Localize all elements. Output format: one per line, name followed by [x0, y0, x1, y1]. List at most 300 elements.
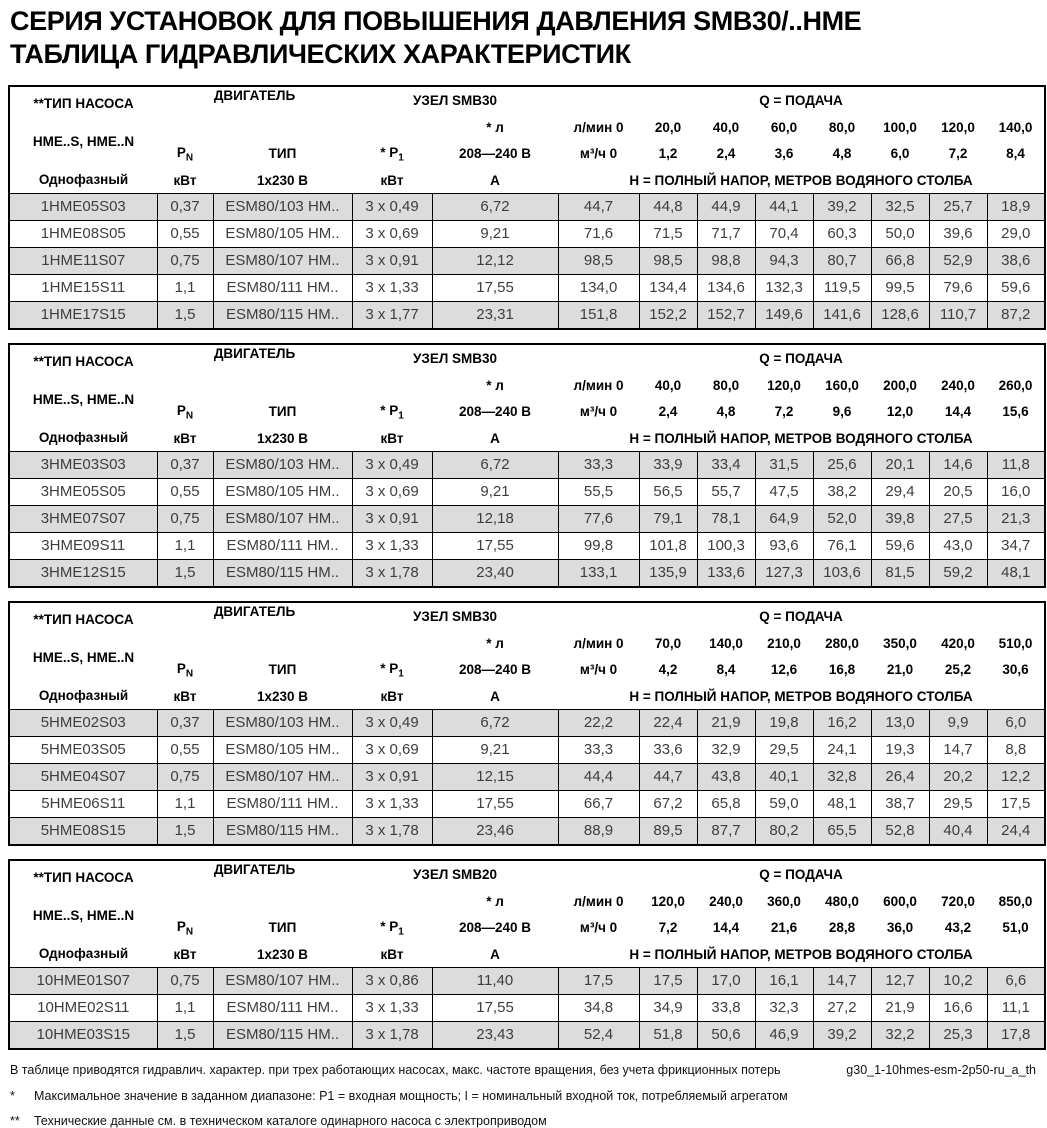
flow-m3h-value: 30,6 — [1002, 662, 1029, 678]
p1-main: * P — [380, 144, 399, 160]
p1-value: 3 x 0,86 — [352, 967, 432, 994]
motor-type-value: ESM80/103 HM.. — [213, 451, 352, 478]
motor-type-value: ESM80/111 HM.. — [213, 274, 352, 301]
head-value: 44,7 — [558, 193, 639, 220]
flow-m3h-value: 12,0 — [886, 404, 914, 420]
flow-m3h-zero-label: м³/ч 0 — [579, 404, 618, 420]
amps-value: 9,21 — [432, 736, 558, 763]
table-row — [9, 1021, 1045, 1049]
current-label: * л — [486, 635, 504, 651]
pn-value: 0,75 — [157, 967, 213, 994]
p1-value: 3 x 0,69 — [352, 736, 432, 763]
head-value: 39,6 — [929, 220, 987, 247]
voltage-label: 1x230 В — [256, 172, 309, 188]
hydraulic-table-3 — [8, 601, 1046, 846]
head-value: 24,4 — [987, 817, 1045, 845]
p1-value: 3 x 0,49 — [352, 193, 432, 220]
table-row — [9, 967, 1045, 994]
flow-m3h-value: 51,0 — [1002, 920, 1029, 936]
head-value: 71,7 — [697, 220, 755, 247]
head-value: 76,1 — [813, 532, 871, 559]
table-row — [9, 220, 1045, 247]
p1-value: 3 x 1,78 — [352, 559, 432, 587]
head-value: 56,5 — [639, 478, 697, 505]
head-value: 59,2 — [929, 559, 987, 587]
head-value: 89,5 — [639, 817, 697, 845]
p1-main: * P — [380, 402, 399, 418]
motor-section-header: ДВИГАТЕЛЬ — [213, 603, 296, 619]
pump-model-value: 5HME03S05 — [9, 736, 157, 763]
head-value: 38,7 — [871, 790, 929, 817]
head-value: 71,5 — [639, 220, 697, 247]
pn-unit-label: кВт — [173, 172, 197, 188]
pn-value: 1,5 — [157, 301, 213, 329]
flow-m3h-value: 14,4 — [712, 920, 740, 936]
table-row — [9, 790, 1045, 817]
head-value: 34,9 — [639, 994, 697, 1021]
flow-lmin-value: 120,0 — [941, 119, 975, 135]
p1-header — [352, 656, 432, 684]
head-value: 151,8 — [558, 301, 639, 329]
q-supply-header: Q = ПОДАЧА — [759, 351, 843, 367]
header-row-1 — [9, 602, 1045, 631]
footnote-star-text: Максимальное значение в заданном диапазоне: P1 = входная мощность; I = номинальный входной ток, потребляемый агрегатом — [34, 1088, 788, 1103]
q-supply-header: Q = ПОДАЧА — [759, 93, 843, 109]
motor-type-value: ESM80/111 HM.. — [213, 532, 352, 559]
p1-value: 3 x 0,49 — [352, 709, 432, 736]
amps-value: 6,72 — [432, 709, 558, 736]
flow-lmin-value: 280,0 — [825, 635, 859, 651]
flow-m3h-value: 1,2 — [658, 146, 678, 162]
pump-model-value: 3HME05S05 — [9, 478, 157, 505]
motor-type-value: ESM80/107 HM.. — [213, 967, 352, 994]
p1-sub: 1 — [398, 668, 404, 680]
head-value: 27,5 — [929, 505, 987, 532]
amps-value: 23,31 — [432, 301, 558, 329]
flow-m3h-value: 12,6 — [770, 662, 798, 678]
current-label: * л — [486, 893, 504, 909]
head-value: 103,6 — [813, 559, 871, 587]
head-value: 33,6 — [639, 736, 697, 763]
head-value: 29,4 — [871, 478, 929, 505]
flow-m3h-value: 4,2 — [658, 662, 678, 678]
motor-type-value: ESM80/105 HM.. — [213, 220, 352, 247]
q-supply-header: Q = ПОДАЧА — [759, 609, 843, 625]
table-row — [9, 274, 1045, 301]
pn-main: P — [176, 402, 186, 418]
pump-model-value: 1HME11S07 — [9, 247, 157, 274]
head-value: 29,5 — [755, 736, 813, 763]
pump-type-header — [9, 602, 157, 710]
footnotes — [10, 1063, 1037, 1128]
amps-value: 17,55 — [432, 790, 558, 817]
head-value: 149,6 — [755, 301, 813, 329]
header-row-3 — [9, 398, 1045, 426]
pn-header — [157, 140, 213, 168]
head-value: 110,7 — [929, 301, 987, 329]
amps-value: 17,55 — [432, 532, 558, 559]
head-value: 20,1 — [871, 451, 929, 478]
motor-type-value: ESM80/111 HM.. — [213, 790, 352, 817]
pn-sub: N — [185, 668, 194, 680]
motor-section-header: ДВИГАТЕЛЬ — [213, 87, 296, 103]
amps-label: А — [490, 430, 500, 446]
pump-type-label: **ТИП НАСОСА — [33, 869, 134, 885]
flow-lmin-value: 850,0 — [998, 893, 1033, 909]
flow-lmin-value: 600,0 — [883, 893, 917, 909]
pn-value: 0,75 — [157, 763, 213, 790]
flow-m3h-value: 21,6 — [770, 920, 798, 936]
flow-lmin-value: 420,0 — [941, 635, 975, 651]
head-value: 24,1 — [813, 736, 871, 763]
amps-label: А — [490, 688, 500, 704]
flow-lmin-value: 240,0 — [709, 893, 743, 909]
pn-value: 0,37 — [157, 709, 213, 736]
head-value: 44,9 — [697, 193, 755, 220]
flow-lmin-value: 510,0 — [998, 635, 1033, 651]
p1-value: 3 x 1,33 — [352, 532, 432, 559]
amps-value: 17,55 — [432, 994, 558, 1021]
p1-spacer-cell — [352, 373, 432, 398]
flow-lmin-value: 120,0 — [767, 377, 801, 393]
head-value: 6,6 — [987, 967, 1045, 994]
table-row — [9, 532, 1045, 559]
motor-type-value: ESM80/103 HM.. — [213, 193, 352, 220]
pn-sub: N — [185, 152, 194, 164]
header-row-1 — [9, 860, 1045, 889]
head-value: 12,2 — [987, 763, 1045, 790]
head-value: 133,6 — [697, 559, 755, 587]
p1-main: * P — [380, 660, 399, 676]
head-value: 128,6 — [871, 301, 929, 329]
flow-m3h-zero-label: м³/ч 0 — [579, 146, 618, 162]
head-value: 40,4 — [929, 817, 987, 845]
current-label: * л — [486, 377, 504, 393]
flow-m3h-value: 21,0 — [886, 662, 914, 678]
head-value: 101,8 — [639, 532, 697, 559]
table-row — [9, 505, 1045, 532]
head-value: 13,0 — [871, 709, 929, 736]
pump-phase-label: Однофазный — [38, 429, 129, 445]
pump-type-label: **ТИП НАСОСА — [33, 353, 134, 369]
head-value: 88,9 — [558, 817, 639, 845]
p1-value: 3 x 1,78 — [352, 817, 432, 845]
head-value: 10,2 — [929, 967, 987, 994]
hydraulic-table-1 — [8, 85, 1046, 330]
head-value: 9,9 — [929, 709, 987, 736]
amps-value: 17,55 — [432, 274, 558, 301]
head-value: 33,3 — [558, 451, 639, 478]
pump-phase-label: Однофазный — [38, 945, 129, 961]
head-value: 17,5 — [558, 967, 639, 994]
head-value: 78,1 — [697, 505, 755, 532]
current-label: * л — [486, 119, 504, 135]
pn-unit-label: кВт — [173, 430, 197, 446]
flow-lmin-value: 120,0 — [651, 893, 685, 909]
table-row — [9, 193, 1045, 220]
head-value: 17,0 — [697, 967, 755, 994]
header-row-4 — [9, 942, 1045, 968]
flow-m3h-value: 8,4 — [716, 662, 736, 678]
pump-models-label: HME..S, HME..N — [32, 391, 135, 407]
pn-value: 1,1 — [157, 274, 213, 301]
flow-m3h-value: 2,4 — [716, 146, 736, 162]
head-value: 25,6 — [813, 451, 871, 478]
head-value: 29,0 — [987, 220, 1045, 247]
flow-m3h-value: 7,2 — [658, 920, 678, 936]
flow-m3h-value: 16,8 — [828, 662, 856, 678]
head-value: 71,6 — [558, 220, 639, 247]
header-row-3 — [9, 914, 1045, 942]
unit-section-header: УЗЕЛ SMB30 — [412, 93, 498, 109]
flow-m3h-value: 36,0 — [886, 920, 914, 936]
flow-lmin-value: 350,0 — [883, 635, 917, 651]
pn-main: P — [176, 918, 186, 934]
header-row-4 — [9, 168, 1045, 194]
motor-type-value: ESM80/111 HM.. — [213, 994, 352, 1021]
p1-value: 3 x 1,77 — [352, 301, 432, 329]
pump-model-value: 3HME09S11 — [9, 532, 157, 559]
head-value: 80,2 — [755, 817, 813, 845]
head-value: 33,9 — [639, 451, 697, 478]
pn-sub: N — [185, 410, 194, 422]
p1-value: 3 x 1,33 — [352, 994, 432, 1021]
flow-m3h-zero-label: м³/ч 0 — [579, 662, 618, 678]
head-value: 18,9 — [987, 193, 1045, 220]
pn-value: 1,1 — [157, 532, 213, 559]
pump-models-label: HME..S, HME..N — [32, 649, 135, 665]
head-value: 127,3 — [755, 559, 813, 587]
p1-header — [352, 398, 432, 426]
table-row — [9, 736, 1045, 763]
head-value: 39,2 — [813, 1021, 871, 1049]
amps-value: 9,21 — [432, 220, 558, 247]
flow-lmin-value: 140,0 — [998, 119, 1033, 135]
p1-spacer-cell — [352, 889, 432, 914]
head-value: 98,5 — [639, 247, 697, 274]
head-value: 16,1 — [755, 967, 813, 994]
head-value: 135,9 — [639, 559, 697, 587]
pn-header — [157, 398, 213, 426]
pn-main: P — [176, 144, 186, 160]
pump-model-value: 5HME04S07 — [9, 763, 157, 790]
hydraulic-table-4 — [8, 859, 1046, 1050]
flow-lmin-value: 100,0 — [883, 119, 917, 135]
head-value: 50,0 — [871, 220, 929, 247]
table-row — [9, 451, 1045, 478]
head-value: 99,8 — [558, 532, 639, 559]
p1-sub: 1 — [398, 152, 404, 164]
head-value: 79,1 — [639, 505, 697, 532]
pump-model-value: 5HME08S15 — [9, 817, 157, 845]
flow-lmin-value: 80,0 — [828, 119, 856, 135]
flow-m3h-value: 3,6 — [774, 146, 794, 162]
head-value: 33,4 — [697, 451, 755, 478]
amps-value: 23,46 — [432, 817, 558, 845]
head-value: 65,8 — [697, 790, 755, 817]
head-value: 67,2 — [639, 790, 697, 817]
head-value: 14,6 — [929, 451, 987, 478]
head-value: 44,8 — [639, 193, 697, 220]
motor-type-value: ESM80/105 HM.. — [213, 478, 352, 505]
voltage-label: 1x230 В — [256, 946, 309, 962]
head-title-label: Н = ПОЛНЫЙ НАПОР, МЕТРОВ ВОДЯНОГО СТОЛБА — [629, 172, 973, 188]
pn-value: 0,55 — [157, 736, 213, 763]
footnote-double-star-text: Технические данные см. в техническом каталоге одинарного насоса с электроприводом — [34, 1113, 547, 1128]
footnote-double-star-marker: ** — [10, 1113, 20, 1128]
table-row — [9, 247, 1045, 274]
footnote-star-marker: * — [10, 1088, 15, 1103]
amps-value: 23,40 — [432, 559, 558, 587]
pn-value: 1,1 — [157, 790, 213, 817]
head-value: 33,3 — [558, 736, 639, 763]
general-note: В таблице приводятся гидравлич. характер. при трех работающих насосах, макс. частоте вращения, без учета фрикционных потерь — [10, 1062, 781, 1077]
head-value: 48,1 — [987, 559, 1045, 587]
flow-lmin-zero-label: л/мин 0 — [573, 119, 624, 135]
head-value: 59,0 — [755, 790, 813, 817]
head-value: 59,6 — [987, 274, 1045, 301]
pn-value: 1,5 — [157, 559, 213, 587]
head-title-label: Н = ПОЛНЫЙ НАПОР, МЕТРОВ ВОДЯНОГО СТОЛБА — [629, 430, 973, 446]
page-title-line2: ТАБЛИЦА ГИДРАВЛИЧЕСКИХ ХАРАКТЕРИСТИК — [10, 38, 631, 69]
flow-lmin-value: 200,0 — [883, 377, 917, 393]
head-value: 141,6 — [813, 301, 871, 329]
amps-value: 11,40 — [432, 967, 558, 994]
head-value: 55,5 — [558, 478, 639, 505]
motor-type-value: ESM80/107 HM.. — [213, 763, 352, 790]
motor-type-header: ТИП — [268, 146, 297, 162]
flow-lmin-value: 70,0 — [654, 635, 682, 651]
head-value: 14,7 — [813, 967, 871, 994]
head-value: 11,1 — [987, 994, 1045, 1021]
flow-lmin-value: 210,0 — [767, 635, 801, 651]
header-row-3 — [9, 140, 1045, 168]
motor-type-value: ESM80/107 HM.. — [213, 247, 352, 274]
head-value: 94,3 — [755, 247, 813, 274]
pump-model-value: 1HME15S11 — [9, 274, 157, 301]
motor-section-header: ДВИГАТЕЛЬ — [213, 861, 296, 877]
head-value: 32,3 — [755, 994, 813, 1021]
head-value: 32,9 — [697, 736, 755, 763]
p1-value: 3 x 0,91 — [352, 763, 432, 790]
head-value: 19,3 — [871, 736, 929, 763]
head-value: 22,2 — [558, 709, 639, 736]
head-value: 79,6 — [929, 274, 987, 301]
pump-model-value: 5HME02S03 — [9, 709, 157, 736]
pn-header — [157, 656, 213, 684]
flow-lmin-value: 60,0 — [770, 119, 798, 135]
unit-section-header: УЗЕЛ SMB20 — [412, 867, 498, 883]
p1-header — [352, 140, 432, 168]
head-value: 17,5 — [639, 967, 697, 994]
flow-lmin-value: 40,0 — [654, 377, 682, 393]
q-supply-header: Q = ПОДАЧА — [759, 867, 843, 883]
pump-phase-label: Однофазный — [38, 687, 129, 703]
head-value: 98,8 — [697, 247, 755, 274]
head-value: 93,6 — [755, 532, 813, 559]
p1-sub: 1 — [398, 410, 404, 422]
head-value: 52,0 — [813, 505, 871, 532]
p1-main: * P — [380, 918, 399, 934]
flow-lmin-zero-label: л/мин 0 — [573, 377, 624, 393]
flow-lmin-zero-label: л/мин 0 — [573, 635, 624, 651]
head-value: 70,4 — [755, 220, 813, 247]
voltage-range-label: 208—240 В — [458, 146, 532, 162]
head-value: 47,5 — [755, 478, 813, 505]
motor-section-header: ДВИГАТЕЛЬ — [213, 345, 296, 361]
p1-value: 3 x 0,69 — [352, 220, 432, 247]
head-value: 99,5 — [871, 274, 929, 301]
flow-m3h-value: 4,8 — [716, 404, 736, 420]
header-row-4 — [9, 426, 1045, 452]
pump-phase-label: Однофазный — [38, 171, 129, 187]
pump-type-box — [12, 604, 155, 708]
pump-model-value: 10HME01S07 — [9, 967, 157, 994]
head-value: 133,1 — [558, 559, 639, 587]
head-value: 44,7 — [639, 763, 697, 790]
pump-type-box — [12, 346, 155, 450]
flow-m3h-zero-label: м³/ч 0 — [579, 920, 618, 936]
head-value: 33,8 — [697, 994, 755, 1021]
amps-value: 23,43 — [432, 1021, 558, 1049]
pn-value: 0,37 — [157, 193, 213, 220]
p1-unit-label: кВт — [380, 430, 404, 446]
pump-type-header — [9, 860, 157, 968]
motor-type-header: ТИП — [268, 404, 297, 420]
head-value: 40,1 — [755, 763, 813, 790]
flow-m3h-value: 4,8 — [832, 146, 852, 162]
head-value: 65,5 — [813, 817, 871, 845]
table-row — [9, 763, 1045, 790]
amps-value: 12,12 — [432, 247, 558, 274]
head-value: 81,5 — [871, 559, 929, 587]
head-value: 55,7 — [697, 478, 755, 505]
pump-model-value: 3HME07S07 — [9, 505, 157, 532]
hydraulic-table-2 — [8, 343, 1046, 588]
p1-spacer-cell — [352, 631, 432, 656]
pump-model-value: 3HME12S15 — [9, 559, 157, 587]
head-value: 12,7 — [871, 967, 929, 994]
pump-model-value: 10HME02S11 — [9, 994, 157, 1021]
head-value: 21,9 — [871, 994, 929, 1021]
head-value: 38,2 — [813, 478, 871, 505]
table-row — [9, 817, 1045, 845]
pn-unit-label: кВт — [173, 946, 197, 962]
head-value: 60,3 — [813, 220, 871, 247]
p1-value: 3 x 1,33 — [352, 274, 432, 301]
pump-model-value: 1HME05S03 — [9, 193, 157, 220]
head-value: 119,5 — [813, 274, 871, 301]
head-value: 59,6 — [871, 532, 929, 559]
footnote-double-star — [10, 1114, 1037, 1128]
pn-value: 0,37 — [157, 451, 213, 478]
pn-value: 1,1 — [157, 994, 213, 1021]
motor-type-value: ESM80/115 HM.. — [213, 817, 352, 845]
voltage-label: 1x230 В — [256, 688, 309, 704]
pn-value: 0,75 — [157, 247, 213, 274]
head-value: 32,2 — [871, 1021, 929, 1049]
head-value: 21,3 — [987, 505, 1045, 532]
head-value: 29,5 — [929, 790, 987, 817]
head-value: 39,2 — [813, 193, 871, 220]
head-value: 16,0 — [987, 478, 1045, 505]
head-value: 34,7 — [987, 532, 1045, 559]
head-value: 16,2 — [813, 709, 871, 736]
pump-type-header — [9, 86, 157, 194]
flow-lmin-zero-label: л/мин 0 — [573, 893, 624, 909]
motor-type-header: ТИП — [268, 662, 297, 678]
amps-value: 9,21 — [432, 478, 558, 505]
